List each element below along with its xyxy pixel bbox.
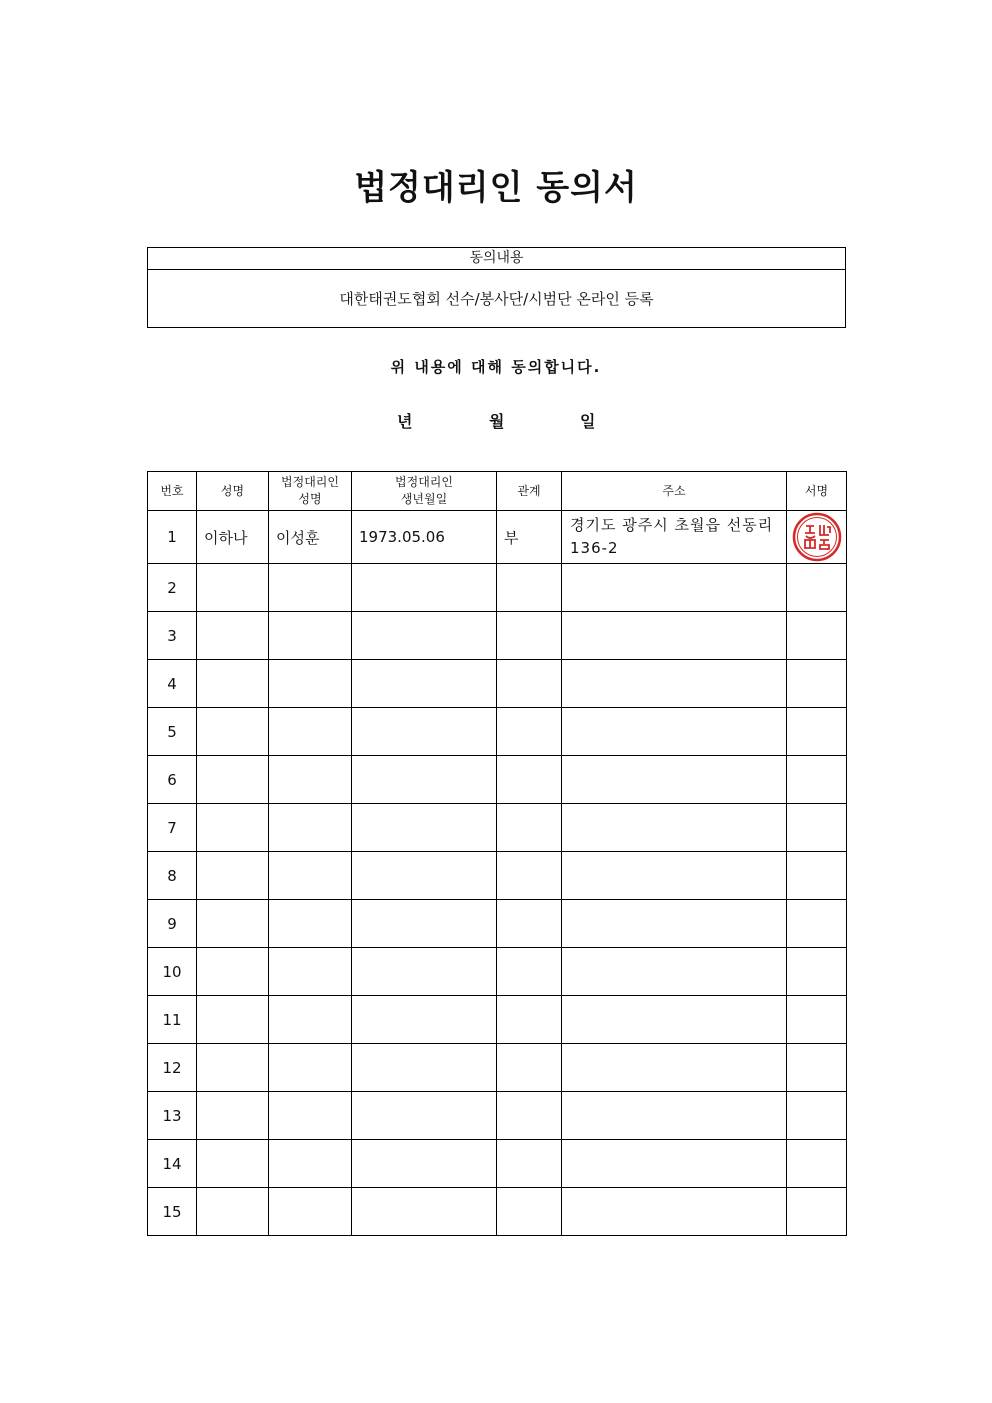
cell-name[interactable] — [197, 660, 269, 708]
table-header-row — [148, 472, 847, 511]
cell-guardian-birth[interactable] — [352, 900, 497, 948]
cell-guardian-birth[interactable] — [352, 1140, 497, 1188]
cell-guardian-birth[interactable]: 1973.05.06 — [352, 511, 497, 564]
table-row — [148, 804, 847, 852]
cell-name[interactable] — [197, 1092, 269, 1140]
table-row — [148, 948, 847, 996]
cell-address[interactable] — [562, 900, 787, 948]
cell-guardian-name[interactable] — [269, 900, 352, 948]
cell-no: 12 — [148, 1044, 197, 1092]
cell-signature[interactable] — [787, 1140, 847, 1188]
cell-guardian-birth[interactable] — [352, 564, 497, 612]
cell-guardian-birth[interactable] — [352, 612, 497, 660]
cell-signature[interactable] — [787, 756, 847, 804]
cell-relation[interactable] — [497, 564, 562, 612]
cell-guardian-birth[interactable] — [352, 1188, 497, 1236]
table-row — [148, 756, 847, 804]
cell-guardian-birth[interactable] — [352, 708, 497, 756]
header-name: 성명 — [197, 472, 269, 511]
cell-no: 4 — [148, 660, 197, 708]
cell-name[interactable] — [197, 852, 269, 900]
table-row — [148, 900, 847, 948]
cell-no: 13 — [148, 1092, 197, 1140]
cell-guardian-birth[interactable] — [352, 1044, 497, 1092]
cell-signature[interactable] — [787, 612, 847, 660]
cell-no: 1 — [148, 511, 197, 564]
table-row — [148, 1092, 847, 1140]
cell-name[interactable] — [197, 1044, 269, 1092]
cell-signature[interactable] — [787, 564, 847, 612]
cell-guardian-name[interactable] — [269, 996, 352, 1044]
cell-name[interactable] — [197, 564, 269, 612]
cell-guardian-name[interactable] — [269, 948, 352, 996]
table-row — [148, 1188, 847, 1236]
cell-address[interactable] — [562, 1044, 787, 1092]
consent-content: 대한태권도협회 선수/봉사단/시범단 온라인 등록 — [339, 290, 654, 308]
cell-signature[interactable] — [787, 804, 847, 852]
cell-guardian-name[interactable]: 이성훈 — [269, 511, 352, 564]
cell-no: 15 — [148, 1188, 197, 1236]
cell-guardian-name[interactable] — [269, 1188, 352, 1236]
cell-guardian-birth[interactable] — [352, 1092, 497, 1140]
cell-guardian-name[interactable] — [269, 804, 352, 852]
cell-guardian-birth[interactable] — [352, 756, 497, 804]
cell-guardian-birth[interactable] — [352, 996, 497, 1044]
cell-name[interactable] — [197, 996, 269, 1044]
table-row — [148, 996, 847, 1044]
cell-signature[interactable] — [787, 948, 847, 996]
month-label: 월 — [489, 412, 505, 431]
cell-guardian-name[interactable] — [269, 612, 352, 660]
cell-relation[interactable] — [497, 900, 562, 948]
cell-name[interactable] — [197, 900, 269, 948]
cell-no: 2 — [148, 564, 197, 612]
header-relation: 관계 — [497, 472, 562, 511]
table-row — [148, 511, 847, 564]
cell-relation[interactable] — [497, 996, 562, 1044]
cell-relation[interactable] — [497, 660, 562, 708]
header-guardian-name-line1: 법정대리인 — [281, 475, 339, 489]
cell-guardian-name[interactable] — [269, 1140, 352, 1188]
cell-relation[interactable] — [497, 756, 562, 804]
cell-signature[interactable] — [787, 660, 847, 708]
cell-signature[interactable] — [787, 1188, 847, 1236]
header-guardian-name-line2: 성명 — [298, 492, 322, 506]
cell-signature[interactable] — [787, 1092, 847, 1140]
cell-address[interactable] — [562, 996, 787, 1044]
cell-signature[interactable] — [787, 852, 847, 900]
table-row — [148, 1140, 847, 1188]
consent-header: 동의내용 — [148, 248, 845, 270]
cell-address[interactable] — [562, 804, 787, 852]
cell-address[interactable] — [562, 612, 787, 660]
cell-address[interactable] — [562, 1092, 787, 1140]
cell-no: 6 — [148, 756, 197, 804]
consent-box — [147, 247, 846, 328]
table-row — [148, 564, 847, 612]
cell-address[interactable] — [562, 564, 787, 612]
header-guardian-birth-line2: 생년월일 — [400, 492, 448, 506]
cell-address[interactable] — [562, 708, 787, 756]
cell-guardian-birth[interactable] — [352, 660, 497, 708]
cell-relation[interactable] — [497, 612, 562, 660]
agreement-statement: 위 내용에 대해 동의합니다. — [390, 358, 602, 376]
cell-name[interactable] — [197, 708, 269, 756]
cell-name[interactable] — [197, 756, 269, 804]
date-line — [0, 409, 992, 433]
header-guardian-birth — [352, 472, 497, 511]
cell-guardian-name[interactable] — [269, 756, 352, 804]
cell-relation[interactable]: 부 — [497, 511, 562, 564]
cell-signature[interactable] — [787, 900, 847, 948]
cell-address[interactable] — [562, 1140, 787, 1188]
header-guardian-name — [269, 472, 352, 511]
table-row — [148, 1044, 847, 1092]
cell-relation[interactable] — [497, 1044, 562, 1092]
cell-relation[interactable] — [497, 708, 562, 756]
cell-signature[interactable] — [787, 996, 847, 1044]
cell-relation[interactable] — [497, 804, 562, 852]
cell-address[interactable] — [562, 852, 787, 900]
year-label: 년 — [397, 412, 413, 431]
cell-address[interactable] — [562, 756, 787, 804]
registration-table — [147, 471, 847, 1236]
cell-relation[interactable] — [497, 948, 562, 996]
cell-guardian-birth[interactable] — [352, 852, 497, 900]
cell-no: 11 — [148, 996, 197, 1044]
cell-address[interactable]: 경기도 광주시 초월읍 선동리 136-2 — [562, 511, 787, 564]
cell-name[interactable] — [197, 1140, 269, 1188]
cell-relation[interactable] — [497, 1140, 562, 1188]
cell-guardian-name[interactable] — [269, 660, 352, 708]
header-address: 주소 — [562, 472, 787, 511]
cell-address[interactable] — [562, 1188, 787, 1236]
cell-guardian-name[interactable] — [269, 852, 352, 900]
cell-name[interactable] — [197, 612, 269, 660]
cell-no: 3 — [148, 612, 197, 660]
cell-address[interactable] — [562, 660, 787, 708]
cell-no: 7 — [148, 804, 197, 852]
cell-no: 9 — [148, 900, 197, 948]
cell-relation[interactable] — [497, 1188, 562, 1236]
cell-guardian-birth[interactable] — [352, 804, 497, 852]
cell-relation[interactable] — [497, 1092, 562, 1140]
table-row — [148, 852, 847, 900]
cell-guardian-name[interactable] — [269, 708, 352, 756]
cell-name[interactable] — [197, 804, 269, 852]
seal-stamp-icon — [791, 511, 843, 563]
cell-signature[interactable] — [787, 511, 847, 564]
table-row — [148, 612, 847, 660]
cell-signature[interactable] — [787, 1044, 847, 1092]
cell-name[interactable]: 이하나 — [197, 511, 269, 564]
cell-name[interactable] — [197, 1188, 269, 1236]
cell-relation[interactable] — [497, 852, 562, 900]
cell-address[interactable] — [562, 948, 787, 996]
header-guardian-birth-line1: 법정대리인 — [395, 475, 453, 489]
cell-no: 10 — [148, 948, 197, 996]
cell-name[interactable] — [197, 948, 269, 996]
cell-guardian-name[interactable] — [269, 564, 352, 612]
cell-no: 8 — [148, 852, 197, 900]
cell-guardian-name[interactable] — [269, 1092, 352, 1140]
cell-no: 5 — [148, 708, 197, 756]
cell-no: 14 — [148, 1140, 197, 1188]
header-no: 번호 — [148, 472, 197, 511]
cell-signature[interactable] — [787, 708, 847, 756]
header-signature: 서명 — [787, 472, 847, 511]
day-label: 일 — [580, 412, 596, 431]
document-title: 법정대리인 동의서 — [354, 168, 638, 208]
table-row — [148, 708, 847, 756]
cell-guardian-name[interactable] — [269, 1044, 352, 1092]
cell-guardian-birth[interactable] — [352, 948, 497, 996]
table-row — [148, 660, 847, 708]
